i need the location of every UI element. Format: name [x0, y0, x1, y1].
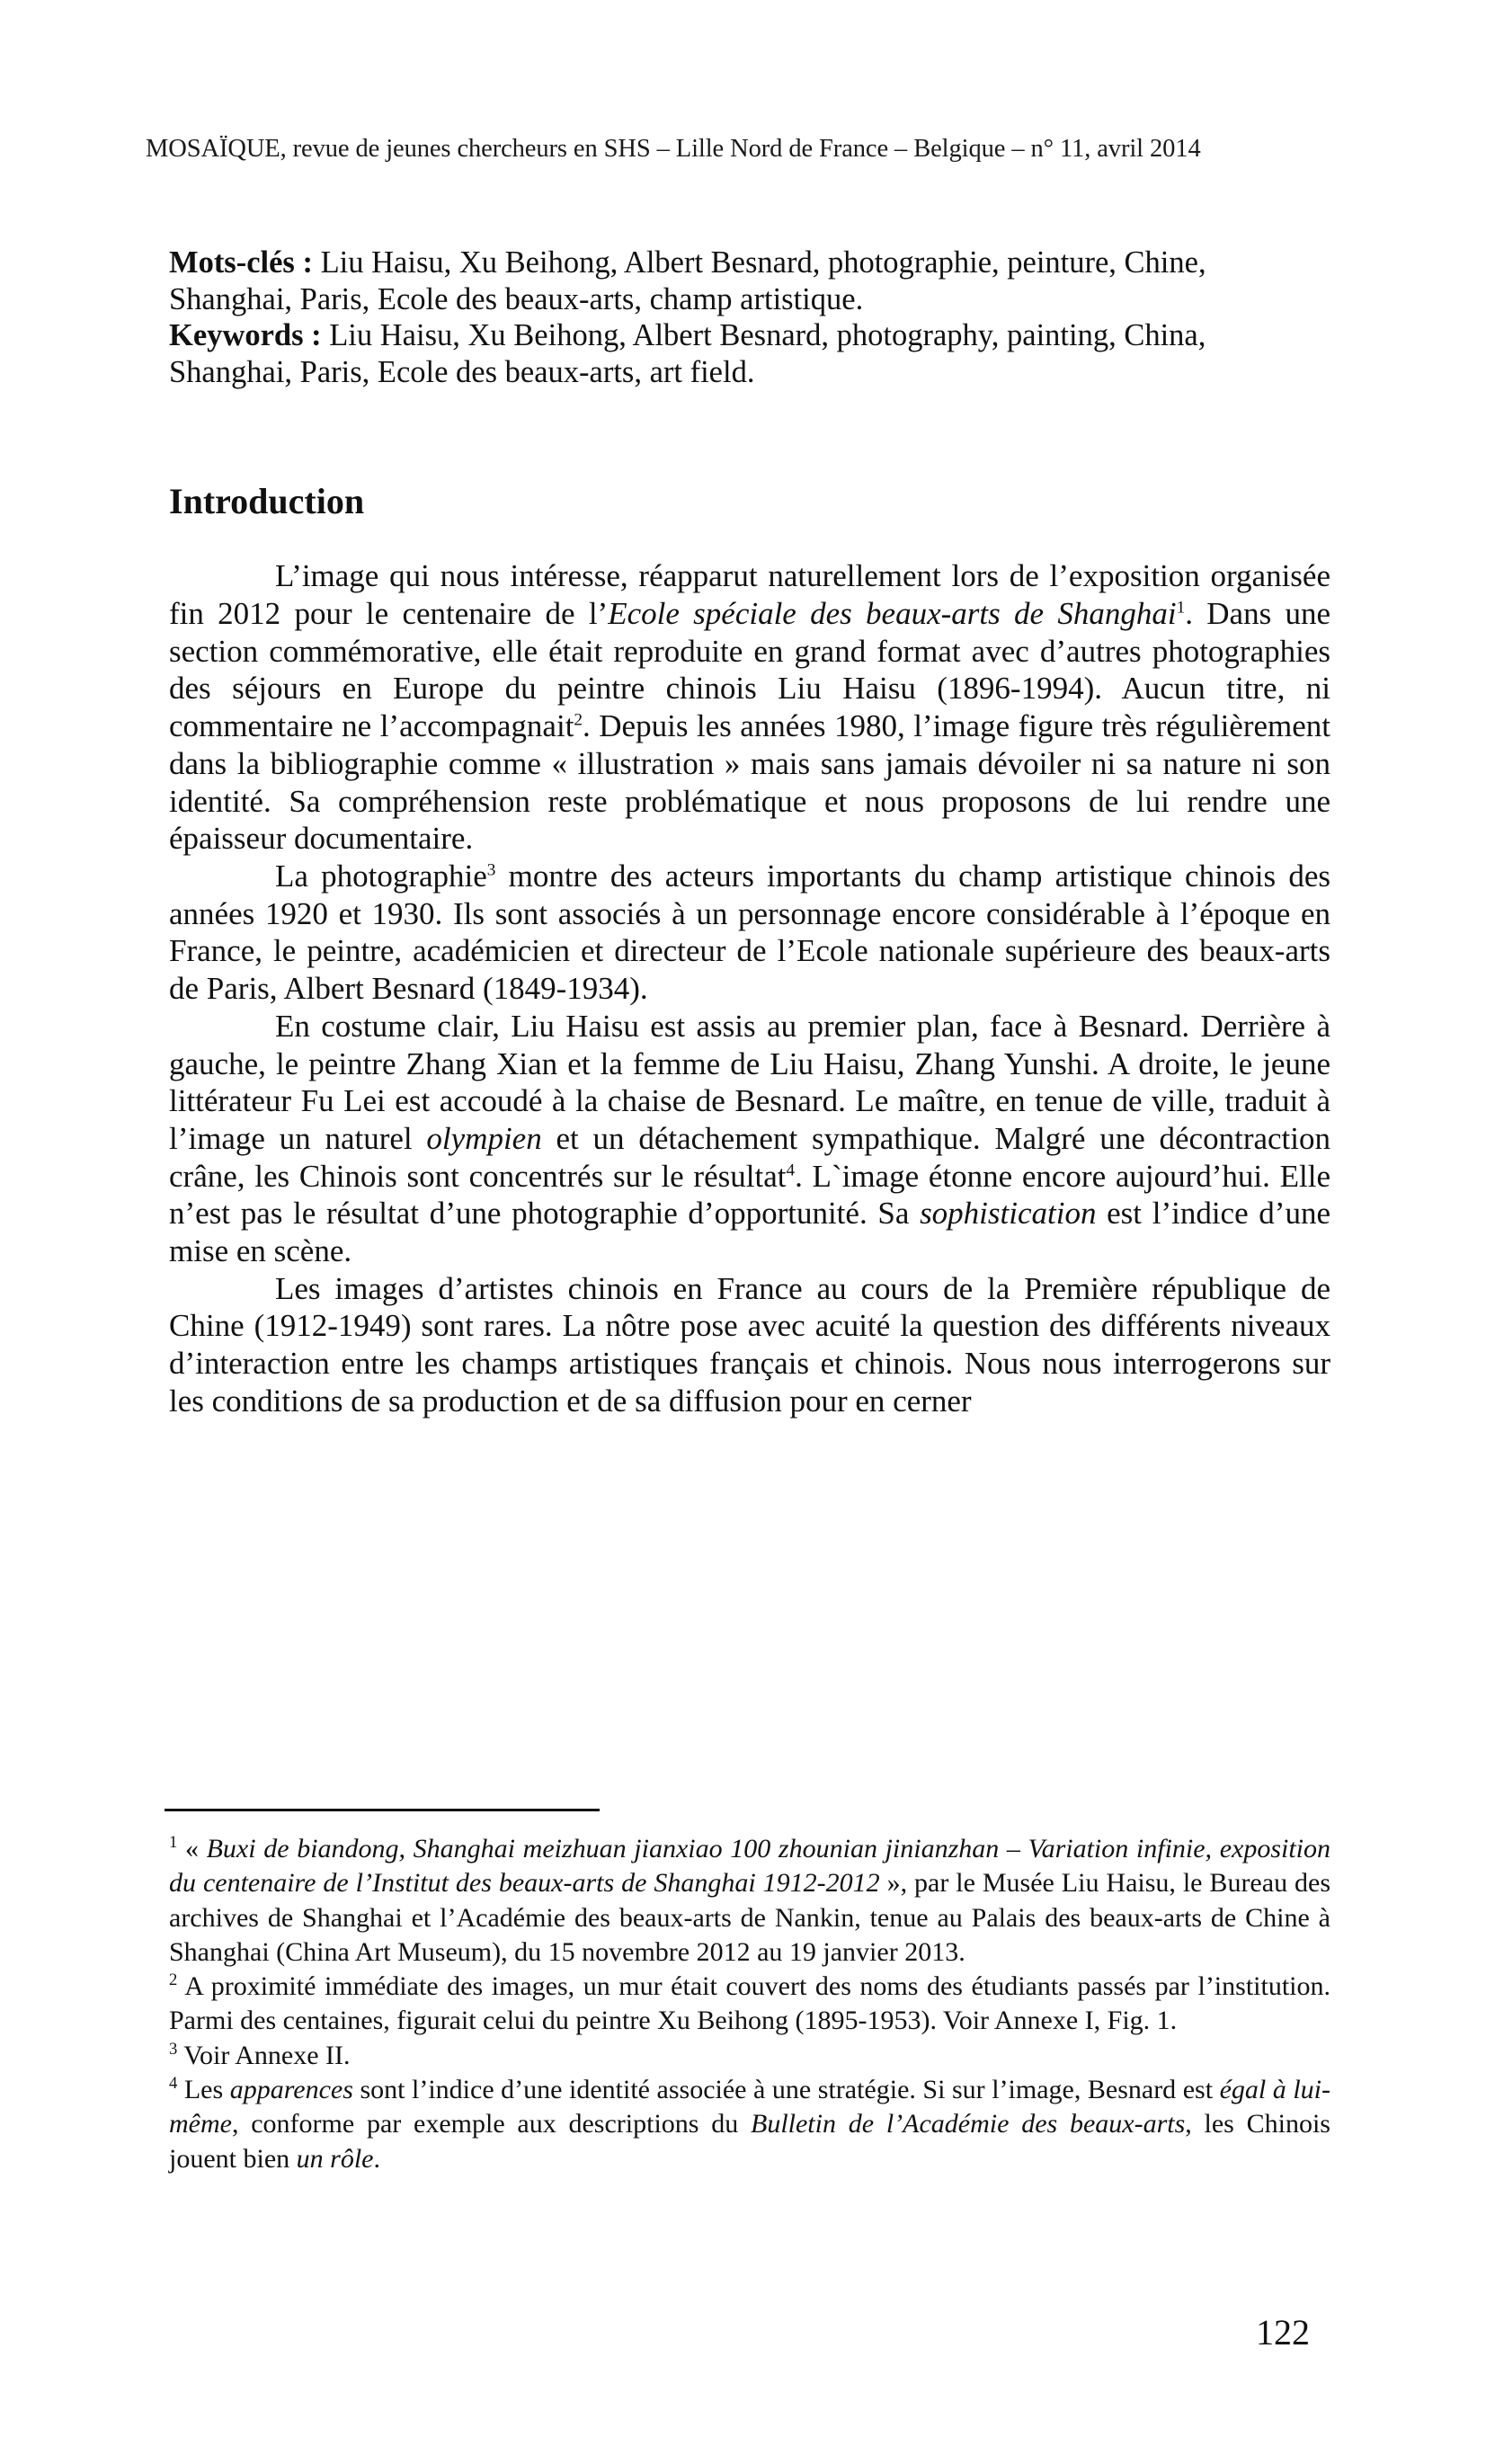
text-run: est l’indice d’une mise en scène.	[169, 1196, 1330, 1269]
footnote-2	[169, 1970, 1330, 2039]
footnote-ref-3[interactable]: 3	[486, 860, 496, 880]
paragraph	[169, 1008, 1330, 1270]
keywords-block	[169, 245, 1330, 390]
italic-text-run: olympien	[426, 1120, 542, 1156]
text-run: et un détachement sympathique. Malgré une décontraction crâne, les Chinois sont concentrés sur le résultat	[169, 1120, 1330, 1194]
running-header: MOSAÏQUE, revue de jeunes chercheurs en SHS – Lille Nord de France – Belgique – n° 11, avril 2014	[146, 135, 1201, 163]
keywords-en-label: Keywords :	[169, 318, 322, 353]
page-content	[169, 245, 1330, 1420]
keywords-en	[169, 317, 1330, 390]
keywords-fr	[169, 245, 1330, 317]
text-run: , conforme par exemple aux descriptions du	[231, 2109, 751, 2139]
keywords-en-text: Liu Haisu, Xu Beihong, Albert Besnard, photography, painting, China, Shanghai, Paris, Ecole des beaux-arts, art field.	[169, 318, 1206, 389]
italic-text-run: égal à lui-même	[169, 2075, 1331, 2139]
footnote-3	[169, 2039, 1330, 2073]
text-run: . L`image étonne encore aujourd’hui. Elle n’est pas le résultat d’une photographie d’opportunité. Sa	[169, 1158, 1330, 1232]
paragraph	[169, 1270, 1330, 1420]
italic-text-run: sophistication	[920, 1196, 1097, 1232]
footnote-number: 3	[169, 2039, 178, 2059]
text-run: Voir Annexe II.	[177, 2040, 351, 2070]
text-run: montre des acteurs importants du champ artistique chinois des années 1920 et 1930. Ils sont associés à un personnage encore considérable à l’époque en France, le peintre, académicien et directeur de l’Ecole nationale supérieure des beaux-arts de Paris, Albert Besnard (1849-1934).	[169, 858, 1330, 1007]
footnote-separator	[165, 1809, 600, 1811]
text-run: », par le Musée Liu Haisu, le Bureau des archives de Shanghai et l’Académie des beaux-arts de Nankin, tenue au Palais des beaux-arts de Chine à Shanghai (China Art Museum), du 15 novembre 2012 au 19 janvier 2013.	[169, 1868, 1331, 1967]
text-run: .	[373, 2143, 380, 2174]
text-run: . Dans une section commémorative, elle était reproduite en grand format avec d’autres photographies des séjours en Europe du peintre chinois Liu Haisu (1896-1994). Aucun titre, ni commentaire ne l’accompagnait	[169, 596, 1331, 744]
text-run: sont l’indice d’une identité associée à une stratégie. Si sur l’image, Besnard est	[352, 2075, 1220, 2105]
keywords-fr-label: Mots-clés :	[169, 245, 313, 280]
text-run: Les images d’artistes chinois en France au cours de la Première république de Chine (1912-1949) sont rares. La nôtre pose avec acuité la question des différents niveaux d’interaction entre les champs artistiques français et chinois. Nous nous interrogerons sur les conditions de sa production et de sa diffusion pour en cerner	[169, 1270, 1330, 1419]
italic-text-run: Buxi de biandong, Shanghai meizhuan jianxiao 100 zhounian jinianzhan – Variation infinie, exposition du centenaire de l’Institut des beaux-arts de Shanghai 1912-2012	[169, 1834, 1331, 1899]
italic-text-run: apparences	[229, 2075, 353, 2105]
italic-text-run: Bulletin de l’Académie des beaux-arts	[751, 2109, 1186, 2139]
paragraph	[169, 858, 1330, 1008]
italic-text-run: un rôle	[296, 2143, 374, 2174]
footnote-number: 4	[169, 2073, 178, 2093]
footnote-ref-4[interactable]: 4	[786, 1161, 796, 1180]
footnote-number: 1	[169, 1832, 178, 1852]
footnote-ref-2[interactable]: 2	[574, 710, 583, 730]
section-title: Introduction	[169, 481, 365, 522]
page-number: 122	[1256, 2312, 1310, 2353]
italic-text-run: Ecole spéciale des beaux-arts de Shanghai	[608, 596, 1177, 632]
footnote-number: 2	[169, 1970, 178, 1990]
text-run: En costume clair, Liu Haisu est assis au premier plan, face à Besnard. Derrière à gauche, le peintre Zhang Xian et la femme de Liu Haisu, Zhang Yunshi. A droite, le jeune littérateur Fu Lei est accoudé à la chaise de Besnard. Le maître, en tenue de ville, traduit à l’image un naturel	[169, 1008, 1330, 1156]
keywords-fr-text: Liu Haisu, Xu Beihong, Albert Besnard, photographie, peinture, Chine, Shanghai, Paris, Ecole des beaux-arts, champ artistique.	[169, 245, 1206, 316]
text-run: A proximité immédiate des images, un mur était couvert des noms des étudiants passés par l’institution. Parmi des centaines, figurait celui du peintre Xu Beihong (1895-1953). Voir Annexe I, Fig. 1.	[169, 1971, 1330, 2036]
text-run: . Depuis les années 1980, l’image figure très régulièrement dans la bibliographie comme « illustration » mais sans jamais dévoiler ni sa nature ni son identité. Sa compréhension reste problématique et nous proposons de lui rendre une épaisseur documentaire.	[169, 708, 1331, 857]
footnote-ref-1[interactable]: 1	[1176, 598, 1186, 618]
text-run: , les Chinois jouent bien	[169, 2109, 1330, 2174]
paragraph	[169, 557, 1330, 858]
text-run: «	[177, 1834, 207, 1864]
text-run: La photographie	[275, 858, 487, 894]
text-run: Les	[177, 2075, 230, 2105]
footnote-1	[169, 1832, 1330, 1970]
footnotes	[169, 1832, 1330, 2176]
footnote-4	[169, 2073, 1330, 2176]
body-text	[169, 557, 1330, 1419]
text-run: L’image qui nous intéresse, réapparut naturellement lors de l’exposition organisée fin 2012 pour le centenaire de l’	[169, 558, 1330, 632]
